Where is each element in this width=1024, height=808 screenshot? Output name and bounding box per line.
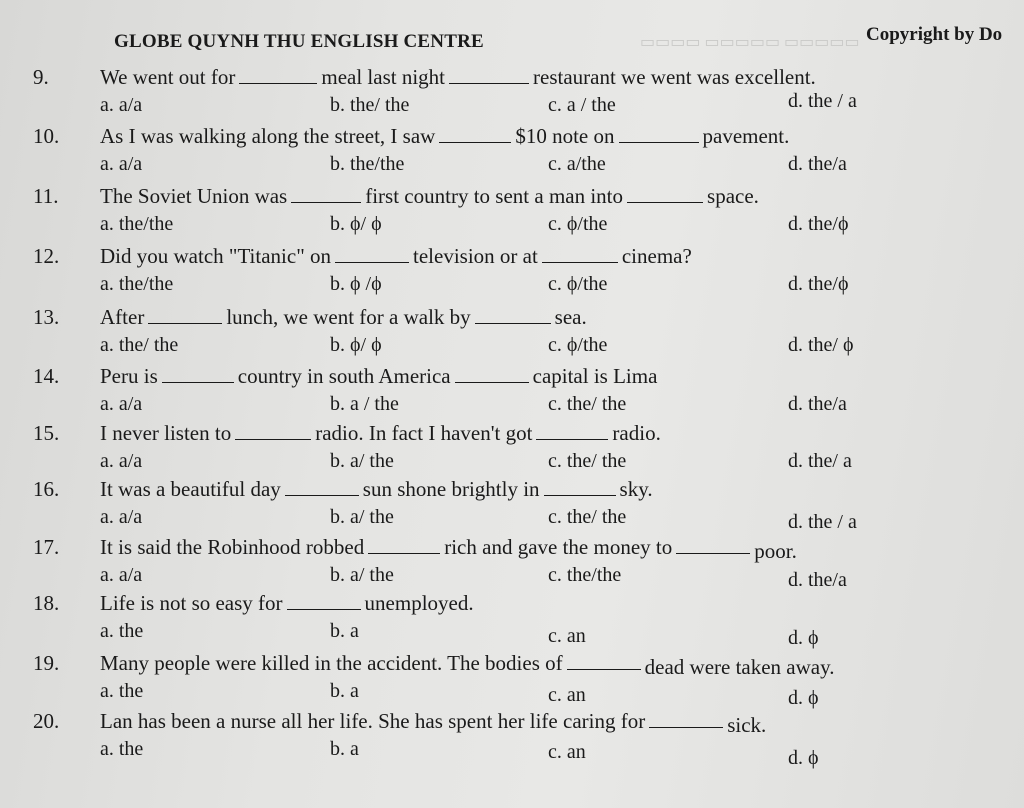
option-d[interactable]: d. the/ϕ [788,213,849,235]
question-item [0,651,1024,709]
option-d[interactable]: d. the/a [788,153,847,175]
question-number: 20. [33,709,60,733]
question-item [0,244,1024,302]
answer-blank[interactable] [148,305,222,324]
question-item [0,709,1024,767]
option-b[interactable]: b. a [330,738,359,760]
answer-blank[interactable] [627,184,703,203]
answer-blank[interactable] [162,364,234,383]
answer-blank[interactable] [475,305,551,324]
stem-text: Many people were killed in the accident. The bodies of [100,651,563,675]
stem-text: unemployed. [364,591,474,615]
stem-text: Peru is [100,364,158,388]
question-item [0,305,1024,363]
option-c[interactable]: c. ϕ/the [548,334,608,356]
answer-blank[interactable] [285,477,359,496]
stem-text: As I was walking along the street, I saw [100,124,436,148]
stem-text: sick. [727,713,767,737]
option-d[interactable]: d. ϕ [788,627,819,649]
answer-blank[interactable] [542,244,618,263]
stem-text: radio. [612,421,661,445]
option-c[interactable]: c. the/ the [548,450,627,472]
stem-text: country in south America [237,364,451,388]
option-b[interactable]: b. a/ the [330,506,394,528]
stem-text: television or at [413,244,538,268]
stem-text: $10 note on [515,124,615,148]
option-a[interactable]: a. a/a [100,564,143,586]
option-b[interactable]: b. a / the [330,393,399,415]
stem-text: sea. [554,305,587,329]
option-a[interactable]: a. a/a [100,94,143,116]
option-a[interactable]: a. the [100,620,144,642]
option-a[interactable]: a. a/a [100,450,143,472]
option-b[interactable]: b. a/ the [330,450,394,472]
answer-blank[interactable] [455,364,529,383]
question-number: 10. [33,124,60,148]
stem-text: space. [707,184,759,208]
option-b[interactable]: b. ϕ /ϕ [330,273,382,295]
stem-text: The Soviet Union was [100,184,288,208]
option-d[interactable]: d. the/ a [788,450,852,472]
stem-text: It is said the Robinhood robbed [100,535,365,559]
question-number: 18. [33,591,60,615]
option-c[interactable]: c. a / the [548,94,616,116]
answer-blank[interactable] [291,184,361,203]
option-d[interactable]: d. ϕ [788,747,819,769]
question-number: 16. [33,477,60,501]
question-stem [100,184,759,209]
option-b[interactable]: b. ϕ/ ϕ [330,334,382,356]
copyright-notice: Copyright by Do [866,24,1003,45]
question-item [0,591,1024,649]
question-stem [100,421,661,446]
stem-text: sun shone brightly in [362,477,540,501]
option-a[interactable]: a. the [100,680,144,702]
answer-blank[interactable] [439,124,511,143]
stem-text: Lan has been a nurse all her life. She has spent her life caring for [100,709,646,733]
option-c[interactable]: c. ϕ/the [548,213,608,235]
option-c[interactable]: c. the/the [548,564,622,586]
question-item [0,477,1024,535]
option-c[interactable]: c. ϕ/the [548,273,608,295]
answer-blank[interactable] [368,535,440,554]
answer-blank[interactable] [536,421,608,440]
option-b[interactable]: b. ϕ/ ϕ [330,213,382,235]
stem-text: restaurant we went was excellent. [533,65,816,89]
answer-blank[interactable] [619,124,699,143]
stem-text: Did you watch "Titanic" on [100,244,332,268]
stem-text: capital is Lima [532,364,658,388]
option-c[interactable]: c. the/ the [548,393,627,415]
option-a[interactable]: a. the/ the [100,334,179,356]
option-c[interactable]: c. an [548,625,586,647]
answer-blank[interactable] [287,591,361,610]
stem-text: radio. In fact I haven't got [315,421,533,445]
option-a[interactable]: a. a/a [100,153,143,175]
question-number: 12. [33,244,60,268]
question-stem [100,305,587,330]
question-item [0,124,1024,182]
stem-text: dead were taken away. [644,655,835,679]
question-number: 14. [33,364,60,388]
question-item [0,184,1024,242]
stem-text: first country to sent a man into [365,184,624,208]
stem-text: It was a beautiful day [100,477,281,501]
answer-blank[interactable] [544,477,616,496]
stem-text: cinema? [621,244,692,268]
option-c[interactable]: c. an [548,741,586,763]
question-number: 9. [33,65,49,89]
question-item [0,535,1024,593]
stem-text: rich and gave the money to [444,535,673,559]
option-d[interactable]: d. the / a [788,511,857,533]
question-item [0,65,1024,123]
answer-blank[interactable] [676,535,750,554]
option-a[interactable]: a. the/the [100,273,174,295]
option-a[interactable]: a. the/the [100,213,174,235]
stem-text: meal last night [321,65,446,89]
option-b[interactable]: b. a [330,680,359,702]
question-stem [100,244,692,269]
question-stem [100,65,816,90]
answer-blank[interactable] [567,651,641,670]
question-stem [100,535,797,563]
stem-text: lunch, we went for a walk by [226,305,471,329]
option-a[interactable]: a. a/a [100,393,143,415]
option-d[interactable]: d. the/a [788,393,847,415]
stem-text: We went out for [100,65,236,89]
answer-blank[interactable] [335,244,409,263]
option-c[interactable]: c. an [548,684,586,706]
option-b[interactable]: b. the/ the [330,94,410,116]
option-b[interactable]: b. a/ the [330,564,394,586]
option-d[interactable]: d. the / a [788,90,857,112]
question-stem [100,364,657,389]
option-c[interactable]: c. a/the [548,153,606,175]
stem-text: poor. [754,539,797,563]
stem-text: I never listen to [100,421,232,445]
question-stem [100,591,474,616]
centre-title: GLOBE QUYNH THU ENGLISH CENTRE [114,31,484,52]
stem-text: pavement. [702,124,790,148]
question-stem [100,709,767,737]
option-d[interactable]: d. the/a [788,569,847,591]
question-stem [100,651,835,679]
answer-blank[interactable] [235,421,311,440]
answer-blank[interactable] [649,709,723,728]
stem-text: After [100,305,145,329]
answer-blank[interactable] [239,65,317,84]
question-number: 17. [33,535,60,559]
option-d[interactable]: d. the/ ϕ [788,334,854,356]
option-a[interactable]: a. the [100,738,144,760]
option-c[interactable]: c. the/ the [548,506,627,528]
bleed-through-texture: ▭▭▭▭ ▭▭▭▭▭ ▭▭▭▭▭ [640,34,860,51]
question-number: 19. [33,651,60,675]
question-stem [100,124,789,149]
question-number: 15. [33,421,60,445]
stem-text: Life is not so easy for [100,591,283,615]
question-item [0,364,1024,422]
answer-blank[interactable] [449,65,529,84]
question-number: 13. [33,305,60,329]
option-b[interactable]: b. the/the [330,153,405,175]
option-d[interactable]: d. ϕ [788,687,819,709]
option-d[interactable]: d. the/ϕ [788,273,849,295]
option-a[interactable]: a. a/a [100,506,143,528]
stem-text: sky. [619,477,653,501]
question-item [0,421,1024,479]
question-number: 11. [33,184,59,208]
question-stem [100,477,653,502]
option-b[interactable]: b. a [330,620,359,642]
